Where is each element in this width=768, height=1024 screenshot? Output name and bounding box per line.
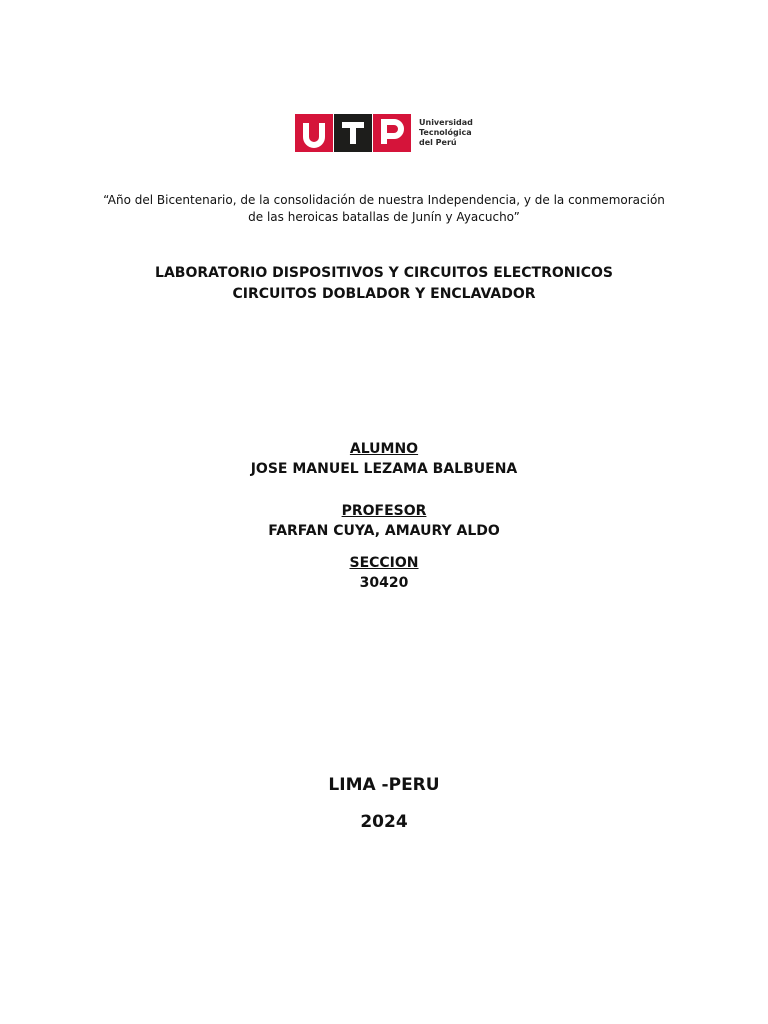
logo-letter-u bbox=[295, 114, 333, 152]
slogan-line: “Año del Bicentenario, de la consolidación de nuestra Independencia, y de la conmemoración bbox=[103, 193, 665, 207]
professor-block bbox=[0, 500, 768, 541]
student-name: JOSE MANUEL LEZAMA BALBUENA bbox=[250, 461, 518, 477]
logo-subtitle-line: del Perú bbox=[419, 138, 457, 147]
section-label: SECCION bbox=[349, 555, 419, 571]
logo-subtitle-line: Tecnológica bbox=[419, 128, 472, 137]
section-number: 30420 bbox=[359, 575, 409, 591]
year: 2024 bbox=[360, 812, 408, 832]
title-line: CIRCUITOS DOBLADOR Y ENCLAVADOR bbox=[232, 286, 536, 302]
title-line: LABORATORIO DISPOSITIVOS Y CIRCUITOS ELECTRONICOS bbox=[155, 265, 613, 281]
professor-label: PROFESOR bbox=[341, 503, 427, 519]
logo-subtitle-line: Universidad bbox=[419, 118, 473, 127]
logo-letter-p bbox=[373, 114, 411, 152]
section-block bbox=[0, 552, 768, 593]
student-block bbox=[0, 438, 768, 479]
year-slogan bbox=[0, 192, 768, 226]
report-title bbox=[0, 263, 768, 305]
utp-logo bbox=[295, 114, 475, 154]
professor-name: FARFAN CUYA, AMAURY ALDO bbox=[268, 523, 500, 539]
logo-subtitle bbox=[419, 118, 473, 148]
slogan-line: de las heroicas batallas de Junín y Ayacucho” bbox=[248, 210, 520, 224]
place: LIMA -PERU bbox=[328, 775, 440, 795]
logo-letter-t bbox=[334, 114, 372, 152]
student-label: ALUMNO bbox=[349, 441, 419, 457]
